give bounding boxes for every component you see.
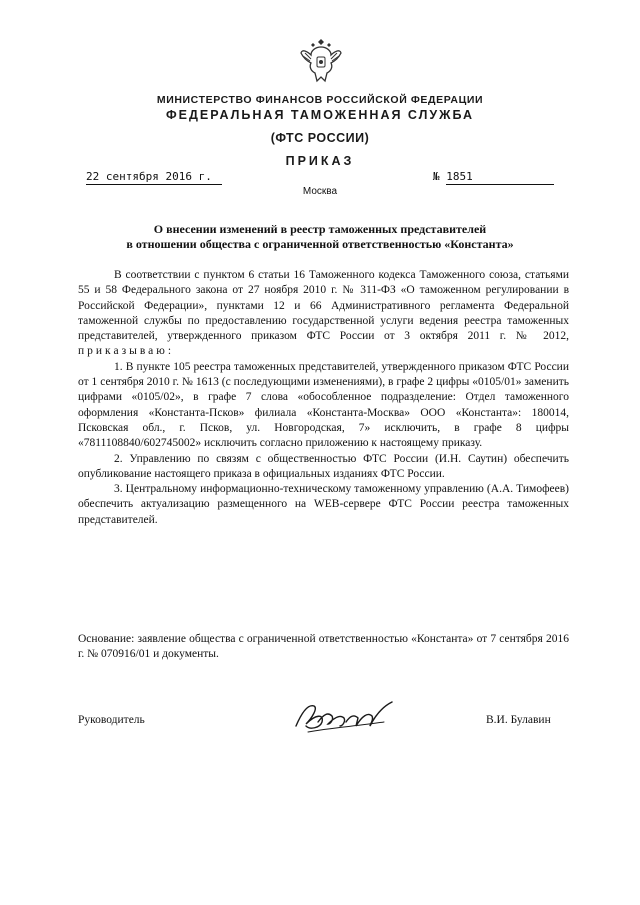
ministry-name: МИНИСТЕРСТВО ФИНАНСОВ РОССИЙСКОЙ ФЕДЕРАЦИИ	[156, 94, 484, 106]
handwritten-signature	[288, 692, 408, 740]
order-date: 22 сентября 2016 г.	[86, 170, 222, 185]
signer-role: Руководитель	[78, 714, 145, 726]
order-body	[78, 268, 569, 528]
number-sign: №	[433, 170, 440, 183]
order-word: приказываю:	[78, 345, 175, 358]
item-2-paragraph: 2. Управлению по связям с общественностью ФТС России (И.Н. Саутин) обеспечить опубликование настоящего приказа в официальных изданиях ФТС России.	[78, 452, 569, 480]
item-1-paragraph: 1. В пункте 105 реестра таможенных представителей, утвержденного приказом ФТС России от 1 сентября 2010 г. № 1613 (с последующими изменениями), в графе 2 цифры «0105/01» заменить цифрами «0105/02», в графе 7 слова «обособленное подразделение: Отдел таможенного оформления «Константа-Псков» филиала «Константа-Москва» ООО «Константа»: 180014, Псковская обл., г. Псков, ул. Новгородская, 7» исключить, в графе 8 цифры «7811108840/602745002» исключить согласно приложению к настоящему приказу.	[78, 360, 569, 450]
signer-name: В.И. Булавин	[486, 714, 551, 726]
document-title-line-2: в отношении общества с ограниченной ответственностью «Константа»	[126, 237, 514, 251]
order-number-field	[433, 170, 571, 185]
service-name: ФЕДЕРАЛЬНАЯ ТАМОЖЕННАЯ СЛУЖБА	[165, 108, 475, 122]
intro-paragraph	[78, 268, 569, 360]
coat-of-arms-icon	[299, 35, 343, 85]
city: Москва	[302, 186, 338, 197]
document-type: ПРИКАЗ	[285, 154, 355, 168]
intro-text: В соответствии с пунктом 6 статьи 16 Таможенного кодекса Таможенного союза, статьями 55 и 58 Федерального закона от 27 ноября 2010 г. № 311-ФЗ «О таможенном регулировании в Российской Федерации», пунктами 12 и 66 Административного регламента Федеральной таможенной службы по предоставлению государственной услуги ведения реестра таможенных представителей, утвержденного приказом ФТС России от 3 октября 2011 г. № 2012,	[78, 269, 569, 343]
document-title-line-1: О внесении изменений в реестр таможенных представителей	[153, 222, 487, 236]
basis-paragraph: Основание: заявление общества с ограниченной ответственностью «Константа» от 7 сентября 2016 г. № 070916/01 и документы.	[78, 633, 569, 661]
item-3-paragraph: 3. Центральному информационно-техническому таможенному управлению (А.А. Тимофеев) обеспечить актуализацию размещенного на WEB-сервере ФТС России реестра таможенных представителей.	[78, 483, 569, 526]
order-number: 1851	[446, 170, 554, 185]
service-abbreviation: (ФТС РОССИИ)	[270, 131, 370, 145]
